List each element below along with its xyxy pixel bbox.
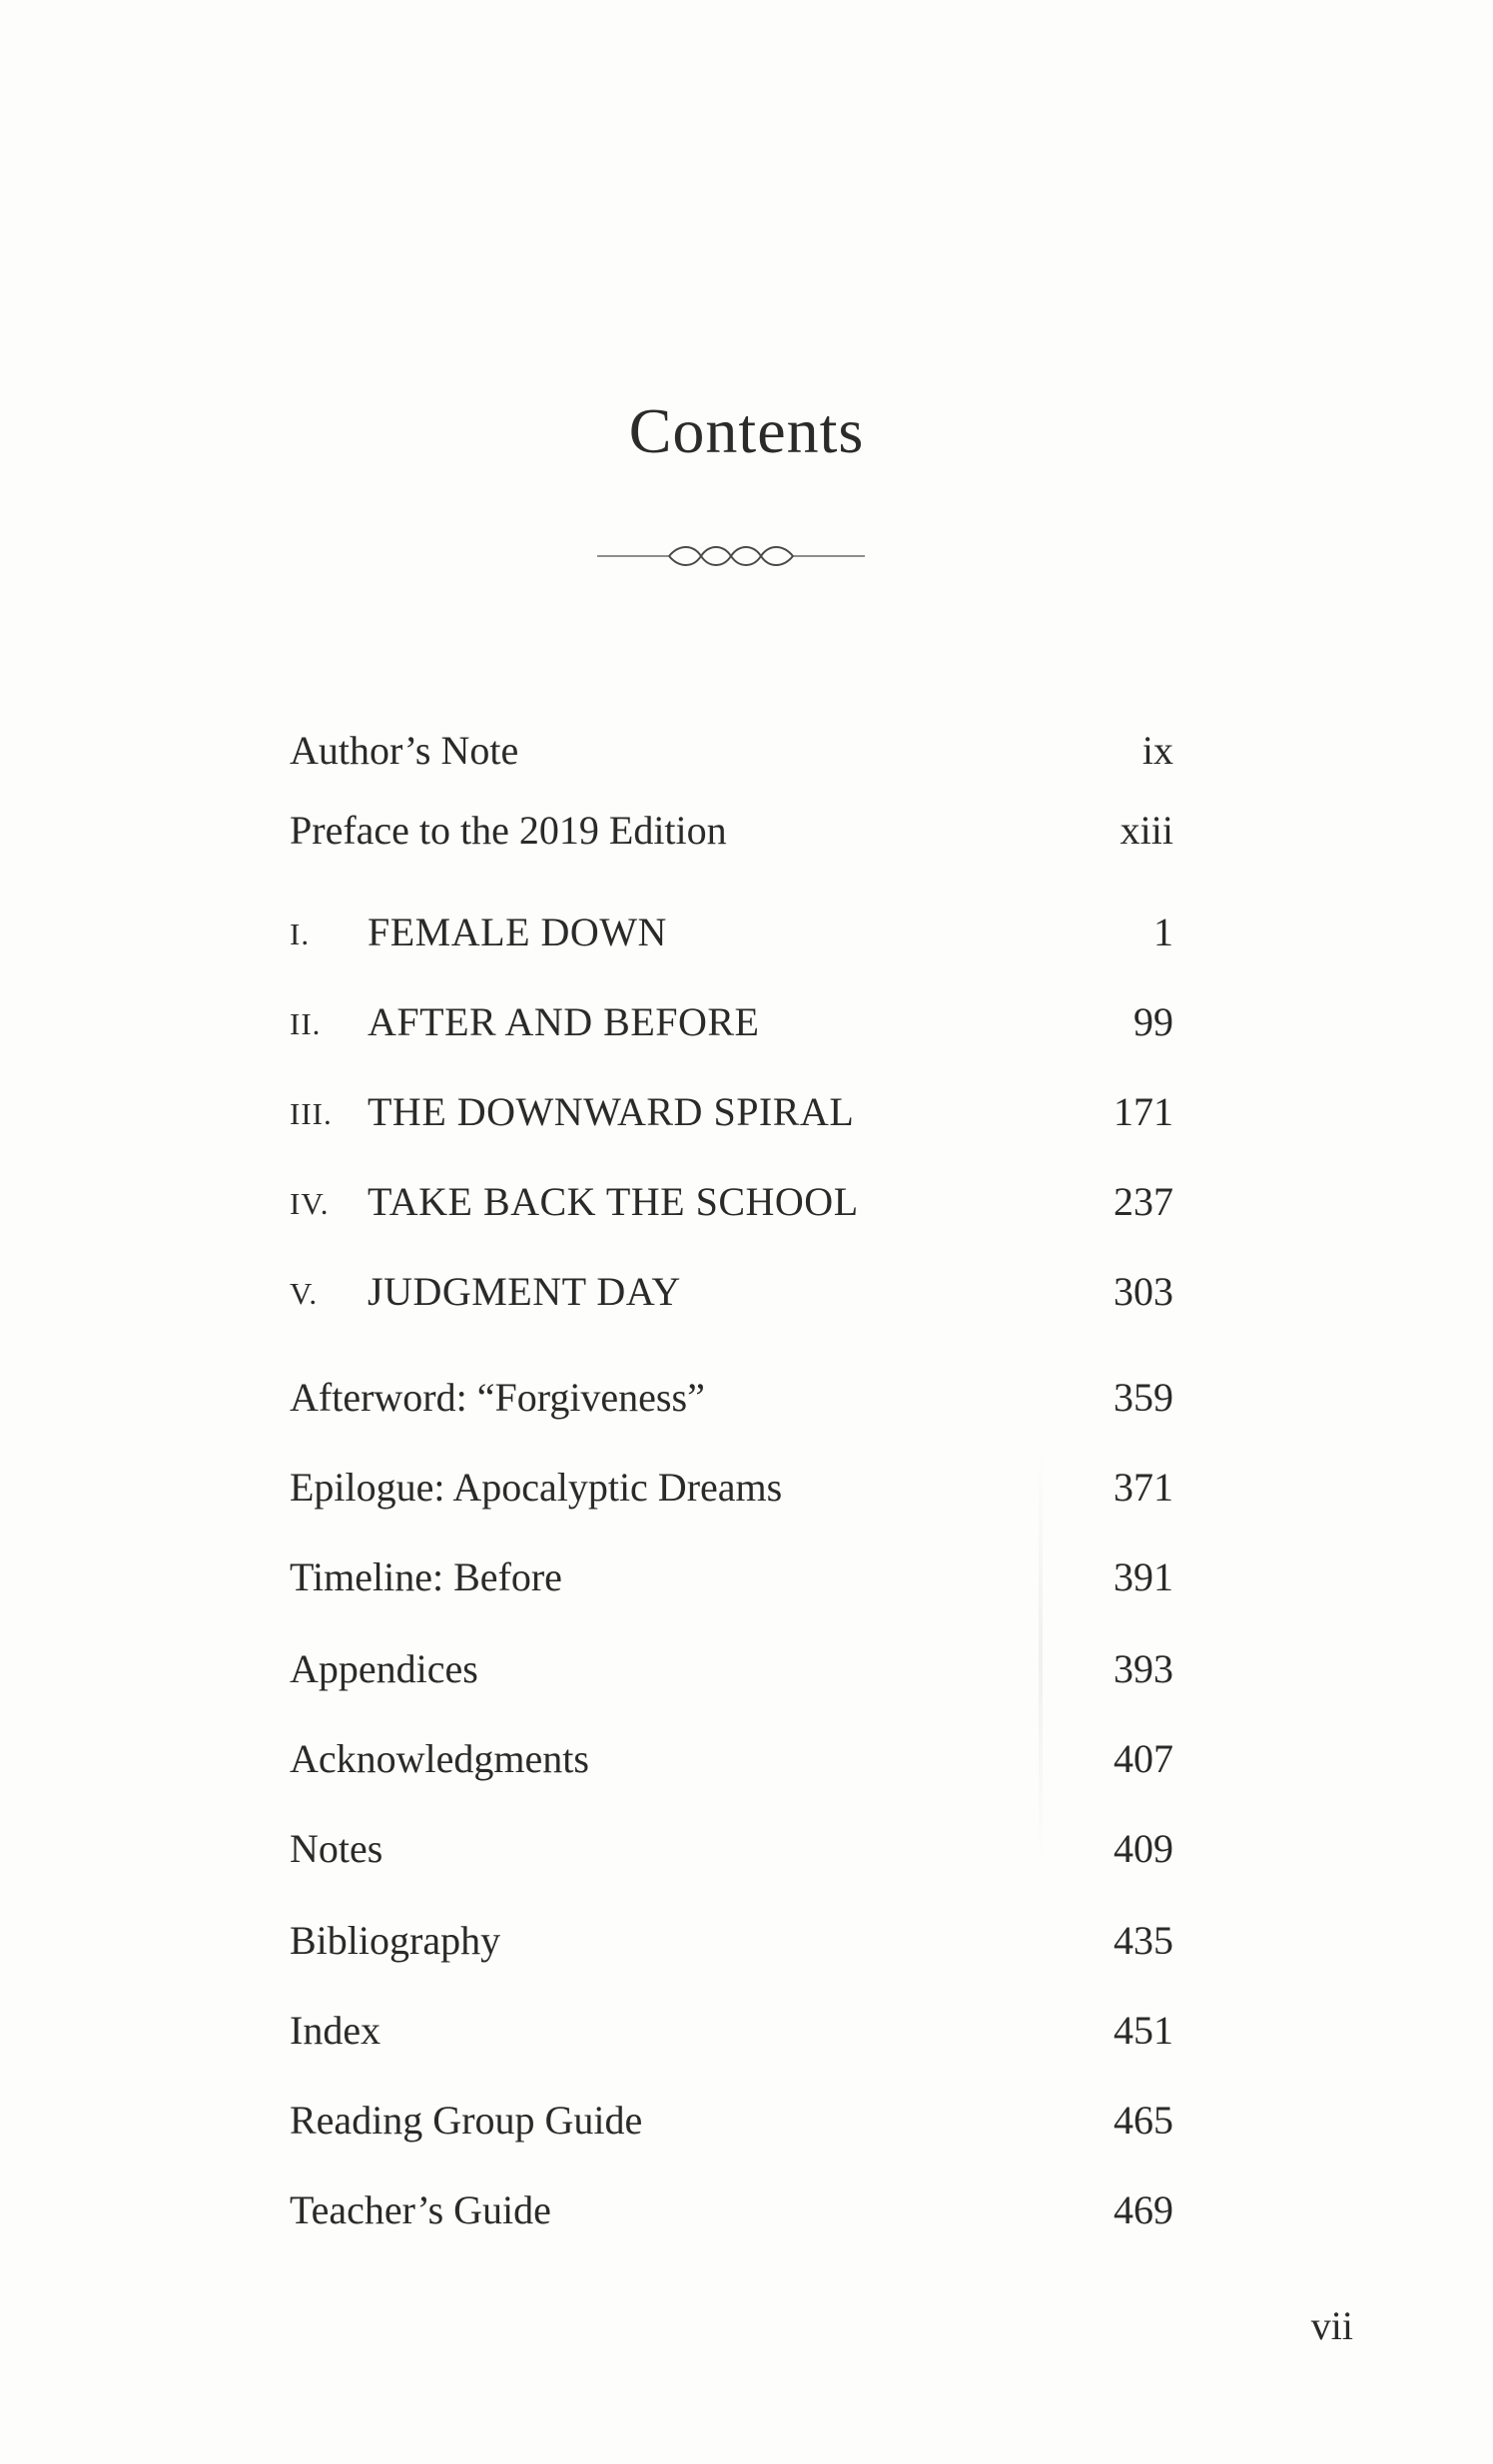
ornament-divider-icon — [597, 539, 865, 573]
toc-part-numeral: II. — [290, 1006, 322, 1041]
toc-entry-page: 435 — [1114, 1918, 1173, 1963]
toc-entry-label: Preface to the 2019 Edition — [290, 808, 727, 853]
toc-entry-page: 359 — [1114, 1375, 1173, 1420]
toc-part-label: FEMALE DOWN — [368, 910, 667, 954]
toc-entry-label: Index — [290, 2008, 381, 2053]
toc-part-label: TAKE BACK THE SCHOOL — [368, 1179, 859, 1224]
toc-part-1[interactable] — [290, 903, 1173, 962]
toc-entry-epilogue[interactable] — [290, 1458, 1173, 1518]
toc-entry-label: Afterword: “Forgiveness” — [290, 1375, 705, 1420]
toc-entry-page: 407 — [1114, 1736, 1173, 1781]
toc-entry-page: ix — [1141, 728, 1173, 773]
toc-entry-label: Epilogue: Apocalyptic Dreams — [290, 1465, 783, 1510]
toc-entry-index[interactable] — [290, 2001, 1173, 2061]
toc-entry-label: Bibliography — [290, 1918, 501, 1963]
toc-part-label: JUDGMENT DAY — [368, 1269, 681, 1314]
toc-entry-label: Reading Group Guide — [290, 2098, 643, 2143]
toc-part-numeral: V. — [290, 1276, 319, 1311]
toc-part-page: 237 — [1114, 1179, 1173, 1224]
toc-entry-label: Author’s Note — [290, 728, 519, 773]
toc-entry-page: 451 — [1114, 2008, 1173, 2053]
toc-entry-acknowledgments[interactable] — [290, 1729, 1173, 1789]
toc-entry-page: 465 — [1114, 2098, 1173, 2143]
toc-entry-page: 371 — [1114, 1465, 1173, 1510]
toc-entry-bibliography[interactable] — [290, 1911, 1173, 1971]
toc-part-label: AFTER AND BEFORE — [368, 999, 760, 1044]
toc-part-page: 171 — [1114, 1089, 1173, 1134]
toc-part-5[interactable] — [290, 1262, 1173, 1322]
toc-entry-page: xiii — [1120, 808, 1173, 853]
toc-part-numeral: I. — [290, 917, 311, 951]
toc-entry-timeline[interactable] — [290, 1547, 1173, 1607]
toc-part-4[interactable] — [290, 1172, 1173, 1232]
toc-part-page: 1 — [1153, 910, 1173, 954]
toc-entry-afterword[interactable] — [290, 1368, 1173, 1428]
toc-entry-page: 391 — [1114, 1554, 1173, 1599]
toc-entry-notes[interactable] — [290, 1819, 1173, 1879]
toc-entry-label: Timeline: Before — [290, 1554, 562, 1599]
toc-entry-preface[interactable] — [290, 801, 1173, 861]
toc-entry-appendices[interactable] — [290, 1639, 1173, 1699]
toc-part-page: 303 — [1114, 1269, 1173, 1314]
toc-entry-authors-note[interactable] — [290, 721, 1173, 781]
toc-part-label: THE DOWNWARD SPIRAL — [368, 1089, 855, 1134]
toc-part-2[interactable] — [290, 992, 1173, 1052]
toc-entry-label: Appendices — [290, 1646, 478, 1691]
toc-part-3[interactable] — [290, 1082, 1173, 1142]
toc-entry-reading-group-guide[interactable] — [290, 2091, 1173, 2151]
toc-entry-page: 469 — [1114, 2187, 1173, 2232]
toc-entry-page: 409 — [1114, 1826, 1173, 1871]
toc-part-numeral: III. — [290, 1096, 333, 1131]
toc-entry-teachers-guide[interactable] — [290, 2180, 1173, 2240]
toc-entry-label: Notes — [290, 1826, 383, 1871]
toc-part-page: 99 — [1133, 999, 1173, 1044]
page-title: Contents — [628, 395, 865, 466]
toc-part-numeral: IV. — [290, 1186, 330, 1221]
toc-entry-label: Acknowledgments — [290, 1736, 589, 1781]
page-number: vii — [1310, 2303, 1353, 2348]
toc-entry-page: 393 — [1114, 1646, 1173, 1691]
toc-entry-label: Teacher’s Guide — [290, 2187, 551, 2232]
